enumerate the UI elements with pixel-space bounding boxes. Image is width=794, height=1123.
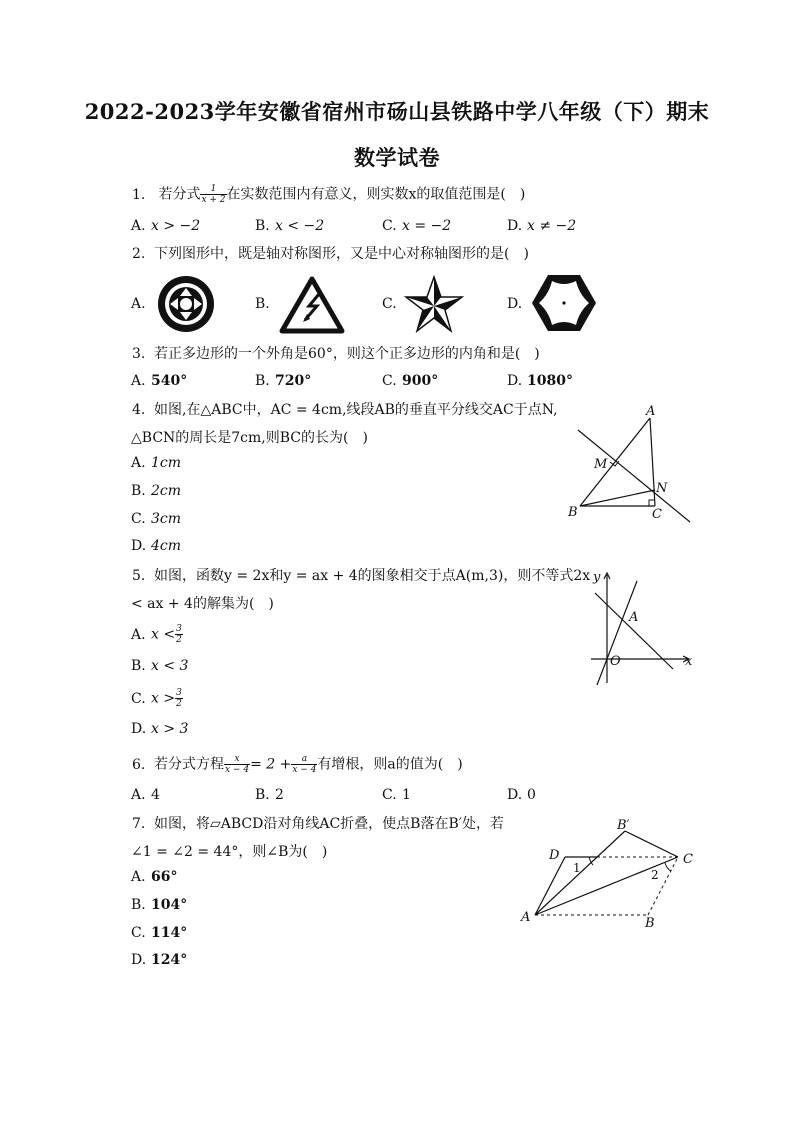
label-x: x <box>685 654 693 669</box>
fraction-denominator: x − 4 <box>225 765 250 775</box>
option-c[interactable] <box>131 511 181 527</box>
option-label: B. <box>255 296 270 312</box>
option-d[interactable] <box>507 373 573 389</box>
option-b[interactable] <box>131 897 187 913</box>
fraction-numerator: x <box>224 754 250 765</box>
option-text: 0 <box>527 787 536 803</box>
question-5 <box>132 566 590 586</box>
option-label: C. <box>131 690 146 707</box>
question-1 <box>132 184 525 205</box>
option-b[interactable] <box>255 373 311 389</box>
question-stem-pre: 若分式 <box>158 186 201 203</box>
option-text: 66° <box>151 869 178 885</box>
hexagonal-umbrella-icon <box>531 272 597 334</box>
question-6 <box>132 754 463 775</box>
option-text: x = −2 <box>402 218 452 234</box>
question-stem-line1: 如图，函数y = 2x和y = ax + 4的图象相交于点A(m,3)，则不等式2x <box>154 568 591 584</box>
option-label: D. <box>507 296 523 312</box>
option-label: B. <box>255 373 270 389</box>
option-d[interactable] <box>131 721 188 737</box>
option-label: B. <box>131 897 146 913</box>
option-d[interactable] <box>131 538 181 554</box>
fraction-numerator: 3 <box>176 688 182 698</box>
option-label: D. <box>131 538 147 554</box>
equation-middle: = 2 + <box>250 756 292 773</box>
question-stem-line1: 如图，将▱ABCD沿对角线AC折叠，使点B落在B′处，若 <box>154 816 504 832</box>
option-label: C. <box>382 218 397 234</box>
option-label: D. <box>131 952 147 968</box>
option-label: D. <box>507 373 523 389</box>
option-label: B. <box>131 658 146 674</box>
question-number: 1. <box>132 186 146 203</box>
fraction <box>175 624 183 645</box>
question-stem-post: 有增根，则a的值为( ) <box>317 756 463 773</box>
option-label: C. <box>131 511 146 527</box>
option-label: A. <box>131 455 146 471</box>
option-c[interactable] <box>382 373 438 389</box>
option-a[interactable] <box>131 787 160 803</box>
question-stem: 下列图形中，既是轴对称图形，又是中心对称轴图形的是( ) <box>154 246 529 262</box>
option-label: B. <box>255 218 270 234</box>
option-b[interactable] <box>131 483 181 499</box>
paper-title-line1: 2022-2023学年安徽省宿州市砀山县铁路中学八年级（下）期末 <box>84 99 710 124</box>
option-c[interactable] <box>382 218 451 234</box>
five-pointed-star-icon <box>403 274 465 334</box>
question-2 <box>132 244 529 264</box>
question-3 <box>132 344 540 364</box>
option-b[interactable] <box>131 658 188 674</box>
fraction <box>200 184 226 205</box>
question-stem-line1: 如图,在△ABC中，AC = 4cm,线段AB的垂直平分线交AC于点N, <box>154 402 558 418</box>
label-c: C <box>683 852 693 867</box>
label-b: B <box>568 505 578 520</box>
option-text: 1cm <box>151 455 182 471</box>
option-label: A. <box>131 787 146 803</box>
option-c[interactable] <box>382 787 411 803</box>
option-label: C. <box>382 787 397 803</box>
option-a[interactable] <box>131 624 183 645</box>
label-a: A <box>646 404 656 419</box>
question-number: 5. <box>132 568 146 584</box>
option-label: D. <box>131 721 147 737</box>
option-text: 3cm <box>151 511 182 527</box>
option-a[interactable] <box>131 455 181 471</box>
label-m: M <box>594 457 608 472</box>
option-a[interactable] <box>131 373 187 389</box>
option-d[interactable] <box>131 952 187 968</box>
question-number: 4. <box>132 402 146 418</box>
question-number: 2. <box>132 246 146 262</box>
warning-triangle-sign-icon <box>279 276 345 334</box>
option-label: A. <box>131 296 146 312</box>
option-a[interactable] <box>131 296 151 312</box>
option-label: B. <box>131 483 146 499</box>
parallelogram-fold-figure <box>515 815 700 930</box>
question-4-line2: △BCN的周长是7cm,则BC的长为( ) <box>131 430 368 446</box>
fraction-numerator: a <box>291 754 317 765</box>
option-text: 1080° <box>527 373 573 389</box>
fraction-numerator: 3 <box>176 624 182 634</box>
option-d[interactable] <box>507 787 536 803</box>
paper-title-line2: 数学试卷 <box>354 145 440 170</box>
angle-label-1: 1 <box>573 861 581 875</box>
option-text: x ≠ −2 <box>527 218 577 234</box>
option-text: x < −2 <box>275 218 325 234</box>
option-text: 114° <box>151 925 188 941</box>
option-label: C. <box>382 296 397 312</box>
question-stem-post: 在实数范围内有意义，则实数x的取值范围是( ) <box>226 186 526 203</box>
label-n: N <box>656 481 668 496</box>
option-c[interactable] <box>131 925 187 941</box>
option-text: 900° <box>402 373 439 389</box>
question-number: 3. <box>132 346 146 362</box>
option-label: B. <box>255 787 270 803</box>
fraction <box>291 754 317 775</box>
fraction <box>224 754 250 775</box>
fraction-denominator: x + 2 <box>201 195 226 205</box>
option-label: A. <box>131 373 146 389</box>
option-text: 720° <box>275 373 312 389</box>
option-a[interactable] <box>131 869 177 885</box>
option-a[interactable] <box>131 218 200 234</box>
option-text: 2 <box>275 787 284 803</box>
label-o: O <box>610 654 621 669</box>
label-y: y <box>593 570 601 585</box>
fraction <box>175 688 183 709</box>
question-number: 6. <box>132 756 146 773</box>
option-label: A. <box>131 218 146 234</box>
option-text: x > 3 <box>151 721 189 737</box>
label-b-prime: B′ <box>617 818 630 833</box>
option-text: x > <box>151 690 176 707</box>
option-b[interactable] <box>255 787 284 803</box>
question-5-line2: < ax + 4的解集为( ) <box>131 596 274 612</box>
option-text: 540° <box>151 373 188 389</box>
option-text: x > −2 <box>151 218 201 234</box>
question-stem-pre: 若分式方程 <box>154 756 224 773</box>
roundabout-sign-icon <box>156 274 216 334</box>
question-7 <box>132 814 504 834</box>
angle-label-2: 2 <box>651 868 659 882</box>
label-b: B <box>645 916 655 931</box>
fraction-denominator: x − 4 <box>292 765 317 775</box>
label-a: A <box>629 610 639 625</box>
option-text: 124° <box>151 952 188 968</box>
option-text: 4 <box>151 787 160 803</box>
option-b[interactable] <box>255 218 324 234</box>
question-7-line2: ∠1 = ∠2 = 44°，则∠B为( ) <box>131 844 328 860</box>
fraction-denominator: 2 <box>176 699 182 709</box>
label-c: C <box>652 507 662 522</box>
option-text: 2cm <box>151 483 182 499</box>
option-text: 104° <box>151 897 188 913</box>
label-a: A <box>521 910 531 925</box>
option-text: 4cm <box>151 538 182 554</box>
option-label: A. <box>131 626 146 643</box>
question-number: 7. <box>132 816 146 832</box>
option-label: D. <box>507 787 523 803</box>
option-c[interactable] <box>131 688 183 709</box>
option-label: A. <box>131 869 146 885</box>
option-d[interactable] <box>507 218 576 234</box>
option-text: x < 3 <box>151 658 189 674</box>
option-text: x < <box>151 626 176 643</box>
option-d[interactable] <box>507 296 527 312</box>
option-c[interactable] <box>382 296 402 312</box>
option-label: C. <box>131 925 146 941</box>
label-d: D <box>549 848 560 863</box>
question-stem: 若正多边形的一个外角是60°，则这个正多边形的内角和是( ) <box>154 346 540 362</box>
option-label: D. <box>507 218 523 234</box>
triangle-abc-figure <box>560 400 700 530</box>
option-b[interactable] <box>255 296 275 312</box>
fraction-denominator: 2 <box>176 635 182 645</box>
option-label: C. <box>382 373 397 389</box>
option-text: 1 <box>402 787 411 803</box>
fraction-numerator: 1 <box>200 184 226 195</box>
function-graph-figure <box>585 565 695 690</box>
question-4 <box>132 400 558 420</box>
